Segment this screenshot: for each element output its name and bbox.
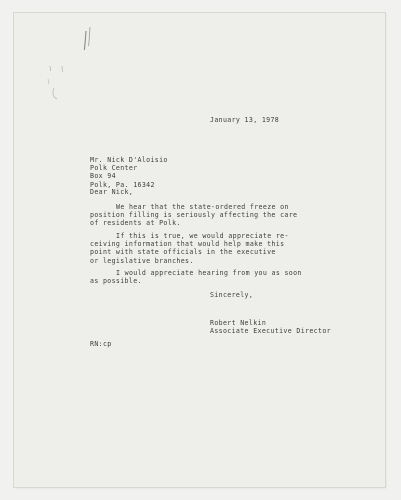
signature-block xyxy=(210,319,331,335)
paragraph-line: position filling is seriously affecting the care xyxy=(90,211,298,220)
letter-page xyxy=(14,13,385,487)
letter-date: January 13, 1978 xyxy=(210,116,280,124)
paragraph-line: as possible. xyxy=(90,277,142,286)
paragraph-3 xyxy=(90,269,302,285)
recipient-address xyxy=(90,156,168,189)
recipient-box: Box 94 xyxy=(90,172,116,181)
paragraph-1 xyxy=(90,203,297,228)
paragraph-line: ceiving information that would help make this xyxy=(90,240,285,249)
signer-title: Associate Executive Director xyxy=(210,327,331,336)
paragraph-line: If this is true, we would appreciate re- xyxy=(116,232,289,240)
paragraph-line: point with state officials in the executive xyxy=(90,248,276,257)
recipient-name: Mr. Nick D'Aloisio xyxy=(90,156,168,164)
paragraph-line: We hear that the state-ordered freeze on xyxy=(116,203,289,211)
recipient-org: Polk Center xyxy=(90,164,138,173)
paragraph-line: or legislative branches. xyxy=(90,256,194,265)
paragraph-line: I would appreciate hearing from you as soon xyxy=(116,269,302,277)
salutation: Dear Nick, xyxy=(90,188,134,196)
typist-initials: RN:cp xyxy=(90,340,112,348)
signer-name: Robert Nelkin xyxy=(210,319,267,327)
recipient-city: Polk, Pa. 16342 xyxy=(90,180,155,189)
closing: Sincerely, xyxy=(210,291,254,299)
paragraph-2 xyxy=(90,232,289,265)
paragraph-line: of residents at Polk. xyxy=(90,219,181,228)
